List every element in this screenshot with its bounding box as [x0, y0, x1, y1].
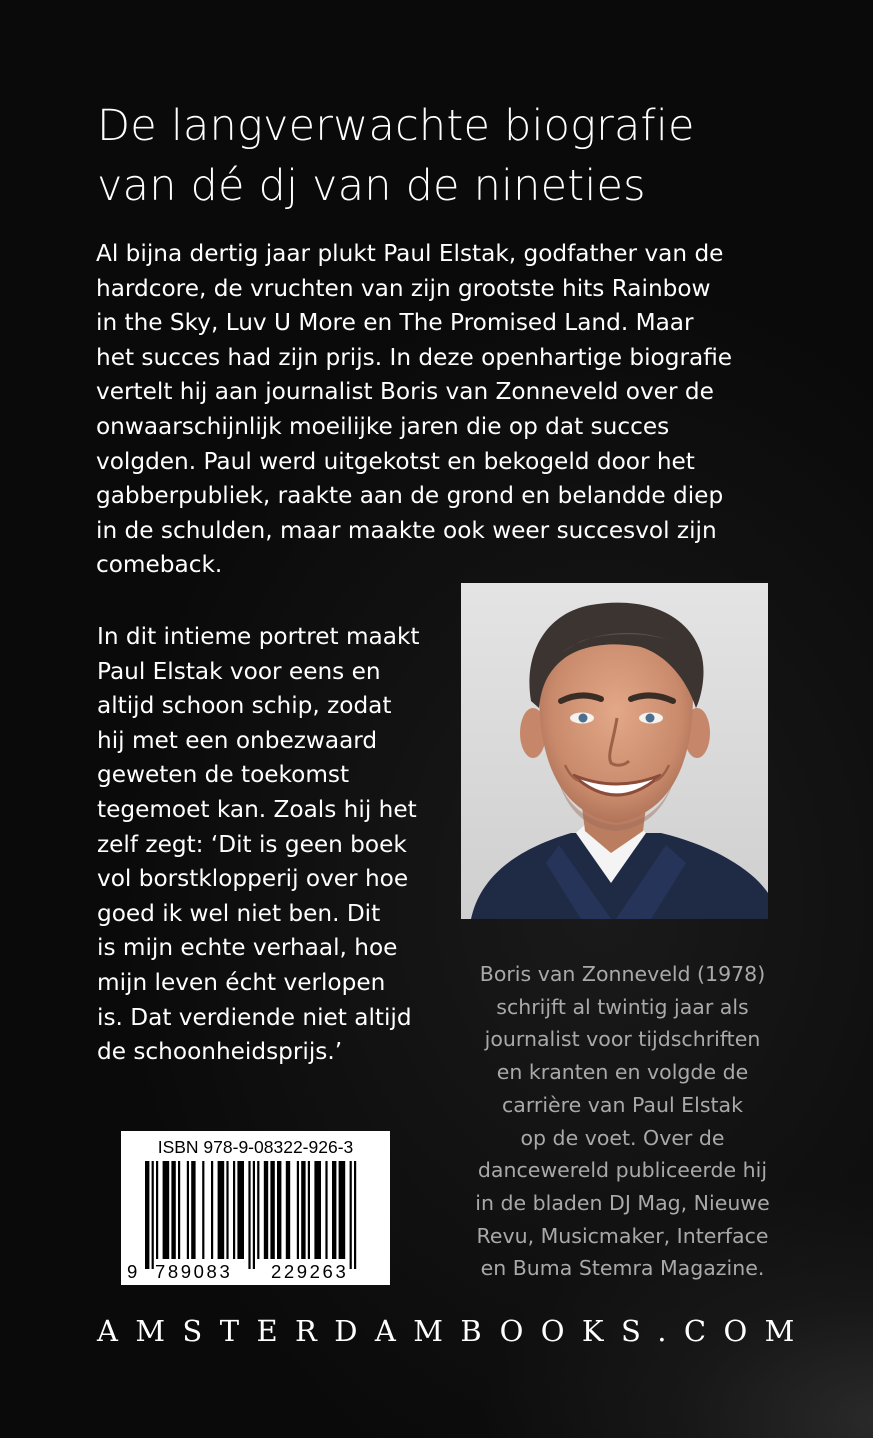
author-photo — [461, 583, 768, 919]
barcode-bar — [233, 1161, 235, 1259]
barcode-bar — [325, 1161, 327, 1259]
publisher-website: AMSTERDAMBOOKS.COM — [97, 1314, 812, 1348]
barcode-bar — [332, 1161, 336, 1259]
text-line: en Buma Stemra Magazine. — [480, 1256, 765, 1281]
barcode-bar — [226, 1161, 228, 1259]
barcode-bar — [202, 1161, 204, 1259]
text-line: hij met een onbezwaard — [97, 726, 378, 754]
isbn-label: ISBN 978-9-08322-926-3 — [157, 1137, 354, 1157]
barcode-bar — [277, 1161, 281, 1259]
text-line: goed ik wel niet ben. Dit — [97, 899, 381, 927]
barcode-bar — [178, 1161, 180, 1259]
text-line: hardcore, de vruchten van zijn grootste hits Rainbow — [96, 274, 711, 302]
text-line: volgden. Paul werd uitgekotst en bekogeld door het — [96, 447, 695, 475]
text-line: tegemoet kan. Zoals hij het — [97, 795, 417, 823]
text-line: in the Sky, Luv U More en The Promised Land. Maar — [96, 309, 694, 337]
text-line: mijn leven écht verlopen — [97, 968, 386, 996]
headline-line: De langverwachte biografie — [97, 101, 695, 151]
text-line: geweten de toekomst — [97, 761, 350, 789]
barcode-bar — [314, 1161, 321, 1259]
text-line: schrijft al twintig jaar als — [496, 994, 749, 1019]
text-line: vol borstklopperij over hoe — [97, 865, 409, 893]
barcode-bar — [156, 1161, 158, 1259]
barcode-bar — [264, 1161, 268, 1259]
barcode-digit-group-2: 229263 — [271, 1261, 349, 1282]
text-line: onwaarschijnlijk moeilijke jaren die op dat succes — [96, 412, 670, 440]
barcode-bar — [350, 1161, 352, 1269]
text-line: Revu, Musicmaker, Interface — [476, 1223, 769, 1248]
headline-line: van dé dj van de nineties — [97, 161, 646, 211]
text-line: Al bijna dertig jaar plukt Paul Elstak, godfather van de — [96, 240, 724, 267]
barcode-digits — [121, 1261, 390, 1285]
author-portrait-illustration — [461, 583, 768, 919]
text-line: Paul Elstak voor eens en — [97, 657, 381, 685]
barcode-bar — [191, 1161, 195, 1259]
text-line: journalist voor tijdschriften — [484, 1027, 761, 1052]
text-line: gabberpubliek, raakte aan de grond en belandde diep — [96, 482, 724, 510]
barcode-bar — [308, 1161, 310, 1259]
barcode-bar — [145, 1161, 149, 1269]
blurb-paragraph-2 — [97, 620, 437, 1070]
barcode-digit-group-1: 789083 — [155, 1261, 233, 1282]
barcode-bar — [218, 1161, 225, 1259]
barcode-bar — [270, 1161, 274, 1259]
text-line: is mijn echte verhaal, hoe — [97, 934, 398, 962]
text-line: in de bladen DJ Mag, Nieuwe — [475, 1190, 770, 1215]
barcode-bar — [253, 1161, 255, 1269]
barcode-bar — [297, 1161, 299, 1259]
headline — [97, 96, 817, 216]
text-line: comeback. — [96, 551, 223, 579]
barcode-bar — [257, 1161, 259, 1259]
barcode-bar — [163, 1161, 170, 1259]
text-line: altijd schoon schip, zodat — [97, 692, 392, 720]
barcode-bar — [211, 1161, 213, 1259]
text-line: In dit intieme portret maakt — [97, 623, 420, 650]
barcode-bar — [339, 1161, 346, 1259]
text-line: het succes had zijn prijs. In deze openhartige biografie — [96, 343, 733, 371]
text-line: zelf zegt: ‘Dit is geen boek — [97, 830, 407, 858]
author-bio — [455, 958, 790, 1285]
text-line: op de voet. Over de — [520, 1125, 725, 1150]
isbn-barcode — [121, 1131, 390, 1285]
barcode-bar — [286, 1161, 290, 1259]
text-line: vertelt hij aan journalist Boris van Zonneveld over de — [96, 378, 714, 406]
text-line: de schoonheidsprijs.’ — [97, 1038, 343, 1066]
text-line: in de schulden, maar maakte ook weer succesvol zijn — [96, 516, 717, 544]
text-line: is. Dat verdiende niet altijd — [97, 1003, 412, 1031]
barcode-bar — [187, 1161, 189, 1259]
barcode-bar — [152, 1161, 154, 1269]
barcode-bar — [171, 1161, 175, 1259]
text-line: dancewereld publiceerde hij — [477, 1158, 768, 1183]
barcode-bar — [354, 1161, 356, 1269]
barcode-digit-first: 9 — [127, 1261, 138, 1282]
barcode-bar — [301, 1161, 305, 1259]
text-line: en kranten en volgde de — [496, 1060, 749, 1085]
text-line: Boris van Zonneveld (1978) — [479, 962, 766, 986]
blurb-paragraph-1 — [96, 237, 786, 583]
text-line: carrière van Paul Elstak — [502, 1092, 743, 1117]
barcode-bar — [248, 1161, 250, 1269]
barcode-bar — [237, 1161, 244, 1259]
